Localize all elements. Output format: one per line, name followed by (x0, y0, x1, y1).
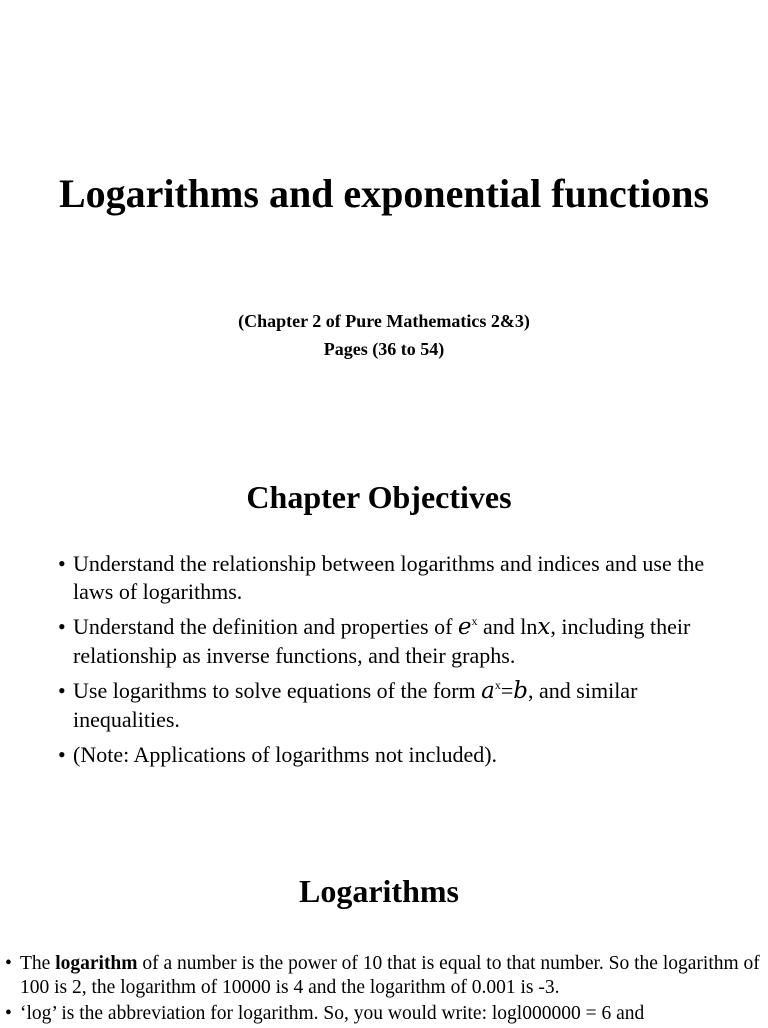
objective-text-end: , including their relationship as inverse functions, and their graphs. (73, 614, 691, 668)
logarithm-term: logarithm (55, 953, 138, 974)
objective-item (58, 550, 723, 605)
chapter-reference: (Chapter 2 of Pure Mathematics 2&3) (238, 311, 530, 331)
math-equals: = (500, 678, 514, 703)
bullet-point: • (5, 953, 12, 974)
bullet-point: • (58, 614, 66, 639)
objective-text-start: Use logarithms to solve equations of the form (73, 678, 482, 703)
objective-item (58, 677, 723, 733)
logarithm-item (5, 952, 760, 1000)
math-x: x (537, 614, 551, 640)
objective-text-mid: and ln (477, 614, 538, 639)
math-a: a (481, 678, 495, 704)
objective-item (58, 741, 723, 769)
objective-item (58, 613, 723, 669)
document-title: Logarithms and exponential functions (58, 171, 710, 216)
logarithms-list (5, 952, 760, 1028)
objective-text-end: , and similar inequalities. (73, 678, 638, 732)
math-b: b (513, 678, 529, 704)
objectives-heading: Chapter Objectives (246, 479, 512, 515)
bullet-point: • (58, 678, 66, 703)
logarithm-text-start: The (20, 953, 56, 974)
math-exponent-x: x (494, 678, 501, 692)
math-e: e (457, 614, 472, 640)
objectives-list (58, 550, 723, 777)
logarithm-text: ‘log’ is the abbreviation for logarithm. So, you would write: logl000000 = 6 and (20, 1003, 645, 1024)
bullet-point: • (5, 1003, 12, 1024)
objective-text: (Note: Applications of logarithms not included). (73, 742, 498, 767)
logarithm-item (5, 1002, 760, 1026)
math-exponent-x: x (471, 614, 478, 628)
objective-text: Understand the relationship between logarithms and indices and use the laws of logarithms. (73, 551, 705, 604)
objective-text-start: Understand the definition and properties of (73, 614, 458, 639)
logarithm-text-end: of a number is the power of 10 that is equal to that number. So the logarithm of 100 is 2, the logarithm of 10000 is 4 and the logarithm of 0.001 is -3. (20, 953, 760, 998)
bullet-point: • (58, 551, 66, 576)
page-range: Pages (36 to 54) (323, 339, 445, 359)
logarithms-heading: Logarithms (299, 873, 459, 909)
bullet-point: • (58, 742, 66, 767)
